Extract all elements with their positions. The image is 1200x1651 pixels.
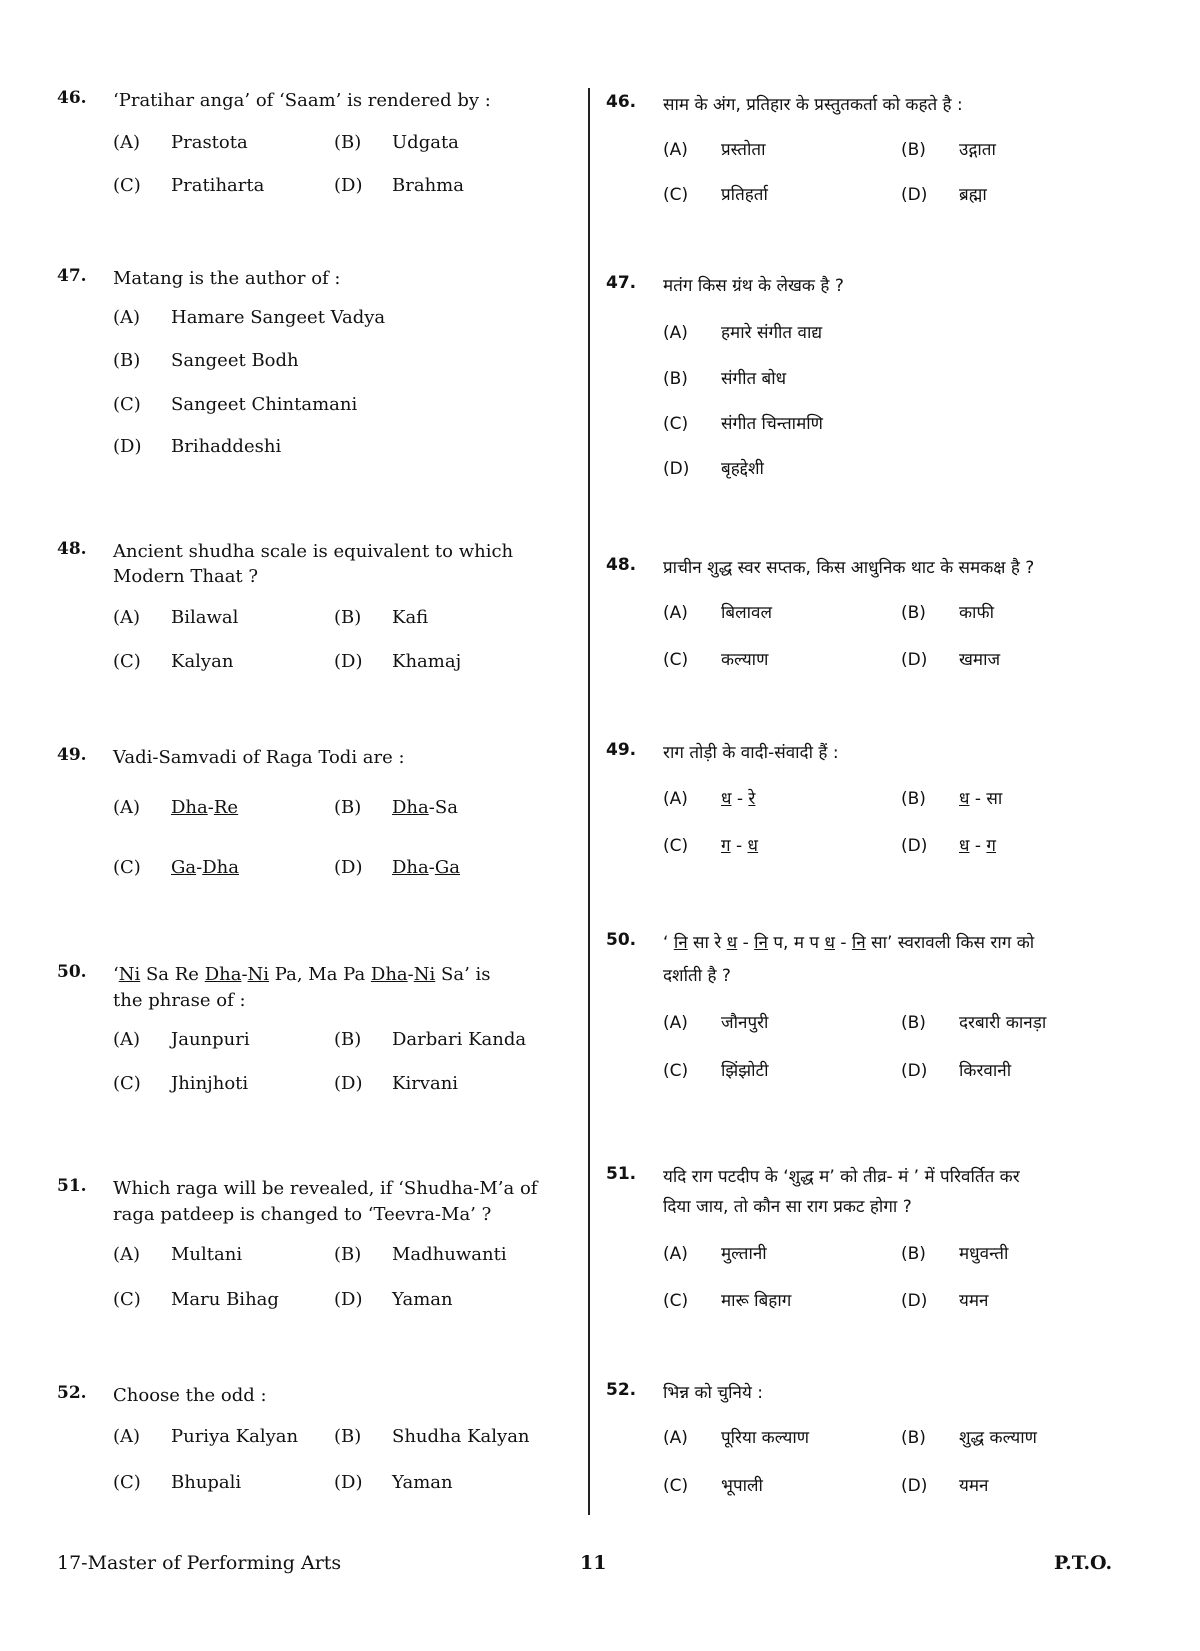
column-divider xyxy=(588,88,590,1515)
question-text: Matang is the author of : xyxy=(113,268,341,289)
question-number: 47. xyxy=(57,266,87,286)
option-b[interactable]: (B) मधुवन्ती xyxy=(901,1244,1009,1264)
question-text: Which raga will be revealed, if ‘Shudha-M’a of xyxy=(113,1178,538,1199)
question-46-en xyxy=(57,88,577,208)
option-a[interactable]: (A) प्रस्तोता xyxy=(663,140,766,160)
option-a[interactable]: (A) Jaunpuri xyxy=(113,1029,250,1050)
question-text: Vadi-Samvadi of Raga Todi are : xyxy=(113,747,405,768)
option-d[interactable]: (D) Brihaddeshi xyxy=(113,436,282,457)
question-number: 50. xyxy=(606,930,637,950)
question-number: 46. xyxy=(606,92,637,112)
question-text: राग तोड़ी के वादी-संवादी हैं : xyxy=(663,743,839,763)
option-b[interactable]: (B) शुद्ध कल्याण xyxy=(901,1428,1037,1448)
question-47-hi xyxy=(606,273,1186,483)
option-a[interactable]: (A) Bilawal xyxy=(113,607,239,628)
option-c[interactable]: (C) कल्याण xyxy=(663,650,769,670)
option-b[interactable]: (B) Shudha Kalyan xyxy=(334,1426,530,1447)
option-b[interactable]: (B) संगीत बोध xyxy=(663,369,787,389)
question-number: 46. xyxy=(57,88,87,108)
footer-page-number: 11 xyxy=(580,1552,607,1574)
option-c[interactable]: (C) भूपाली xyxy=(663,1476,763,1496)
question-phrase: ‘ नि सा रे ध - नि प, म प ध - नि सा’ स्वरावली किस राग को xyxy=(663,933,1035,953)
question-text: साम के अंग, प्रतिहार के प्रस्तुतकर्ता को कहते है : xyxy=(663,95,963,115)
option-a[interactable]: (A) Prastota xyxy=(113,132,248,153)
option-c[interactable]: (C) Pratiharta xyxy=(113,175,265,196)
question-number: 52. xyxy=(606,1380,637,1400)
question-number: 49. xyxy=(57,745,87,765)
option-a[interactable]: (A) मुल्तानी xyxy=(663,1244,767,1264)
option-a[interactable]: (A) जौनपुरी xyxy=(663,1013,769,1033)
option-b[interactable]: (B) Udgata xyxy=(334,132,459,153)
option-a[interactable]: (A) Dha-Re xyxy=(113,797,239,818)
question-text: मतंग किस ग्रंथ के लेखक है ? xyxy=(663,276,844,296)
option-b[interactable]: (B) उद्गाता xyxy=(901,140,996,160)
question-52-hi xyxy=(606,1380,1191,1510)
option-d[interactable]: (D) यमन xyxy=(901,1476,989,1496)
question-51-hi xyxy=(606,1164,1191,1314)
question-52-en xyxy=(57,1383,582,1503)
option-a[interactable]: (A) Hamare Sangeet Vadya xyxy=(113,307,386,328)
option-b[interactable]: (B) दरबारी कानड़ा xyxy=(901,1013,1047,1033)
option-d[interactable]: (D) Yaman xyxy=(334,1289,453,1310)
option-c[interactable]: (C) Sangeet Chintamani xyxy=(113,394,358,415)
option-b[interactable]: (B) Sangeet Bodh xyxy=(113,350,299,371)
question-49-hi xyxy=(606,740,1186,860)
question-number: 50. xyxy=(57,962,87,982)
option-b[interactable]: (B) Madhuwanti xyxy=(334,1244,507,1265)
option-d[interactable]: (D) Khamaj xyxy=(334,651,462,672)
question-51-en xyxy=(57,1176,582,1316)
question-48-hi xyxy=(606,555,1191,675)
option-a[interactable]: (A) ध - रे xyxy=(663,789,756,809)
option-d[interactable]: (D) Brahma xyxy=(334,175,464,196)
option-c[interactable]: (C) प्रतिहर्ता xyxy=(663,185,768,205)
option-b[interactable]: (B) ध - सा xyxy=(901,789,1003,809)
question-text-line2: दर्शाती है ? xyxy=(663,966,731,986)
question-number: 49. xyxy=(606,740,637,760)
option-b[interactable]: (B) काफी xyxy=(901,603,994,623)
question-48-en xyxy=(57,539,582,679)
option-c[interactable]: (C) Kalyan xyxy=(113,651,234,672)
option-c[interactable]: (C) Maru Bihag xyxy=(113,1289,279,1310)
option-c[interactable]: (C) Bhupali xyxy=(113,1472,242,1493)
question-text-line2: दिया जाय, तो कौन सा राग प्रकट होगा ? xyxy=(663,1197,912,1217)
question-49-en xyxy=(57,745,577,878)
question-number: 51. xyxy=(606,1164,637,1184)
option-c[interactable]: (C) झिंझोटी xyxy=(663,1061,769,1081)
option-b[interactable]: (B) Darbari Kanda xyxy=(334,1029,527,1050)
question-50-en xyxy=(57,962,582,1112)
option-b[interactable]: (B) Kafi xyxy=(334,607,429,628)
option-c[interactable]: (C) Ga-Dha xyxy=(113,857,239,878)
option-d[interactable]: (D) ध - ग xyxy=(901,836,996,856)
question-46-hi xyxy=(606,92,1186,212)
question-47-en xyxy=(57,266,577,466)
option-a[interactable]: (A) पूरिया कल्याण xyxy=(663,1428,810,1448)
option-d[interactable]: (D) ब्रह्मा xyxy=(901,185,987,205)
footer-pto: P.T.O. xyxy=(1054,1552,1113,1574)
option-d[interactable]: (D) किरवानी xyxy=(901,1061,1012,1081)
question-text: प्राचीन शुद्ध स्वर सप्तक, किस आधुनिक थाट के समकक्ष है ? xyxy=(663,558,1035,578)
footer-course-title: 17-Master of Performing Arts xyxy=(57,1552,342,1574)
option-d[interactable]: (D) Yaman xyxy=(334,1472,453,1493)
option-c[interactable]: (C) संगीत चिन्तामणि xyxy=(663,414,823,434)
option-d[interactable]: (D) Kirvani xyxy=(334,1073,459,1094)
option-d[interactable]: (D) बृहद्देशी xyxy=(663,459,764,479)
question-text: भिन्न को चुनिये : xyxy=(663,1383,763,1403)
question-text: यदि राग पटदीप के ‘शुद्ध म’ को तीव्र- मं ’ में परिवर्तित कर xyxy=(663,1167,1020,1187)
option-c[interactable]: (C) ग - ध xyxy=(663,836,758,856)
question-text-line2: the phrase of : xyxy=(113,990,246,1011)
question-text-line2: Modern Thaat ? xyxy=(113,566,259,587)
option-a[interactable]: (A) बिलावल xyxy=(663,603,773,623)
question-50-hi xyxy=(606,930,1191,1080)
option-a[interactable]: (A) Multani xyxy=(113,1244,243,1265)
question-text: ‘Pratihar anga’ of ‘Saam’ is rendered by : xyxy=(113,90,491,111)
question-phrase: ‘Ni Sa Re Dha-Ni Pa, Ma Pa Dha-Ni Sa’ is xyxy=(113,964,491,985)
question-number: 47. xyxy=(606,273,637,293)
option-c[interactable]: (C) मारू बिहाग xyxy=(663,1291,792,1311)
option-b[interactable]: (B) Dha-Sa xyxy=(334,797,458,818)
question-number: 48. xyxy=(606,555,637,575)
option-c[interactable]: (C) Jhinjhoti xyxy=(113,1073,249,1094)
question-text: Choose the odd : xyxy=(113,1385,267,1406)
option-d[interactable]: (D) Dha-Ga xyxy=(334,857,460,878)
option-d[interactable]: (D) यमन xyxy=(901,1291,989,1311)
question-number: 51. xyxy=(57,1176,87,1196)
question-number: 48. xyxy=(57,539,87,559)
question-number: 52. xyxy=(57,1383,87,1403)
question-text: Ancient shudha scale is equivalent to which xyxy=(113,541,514,562)
option-d[interactable]: (D) खमाज xyxy=(901,650,1001,670)
question-text-line2: raga patdeep is changed to ‘Teevra-Ma’ ? xyxy=(113,1204,492,1225)
option-a[interactable]: (A) Puriya Kalyan xyxy=(113,1426,299,1447)
option-a[interactable]: (A) हमारे संगीत वाद्य xyxy=(663,323,823,343)
